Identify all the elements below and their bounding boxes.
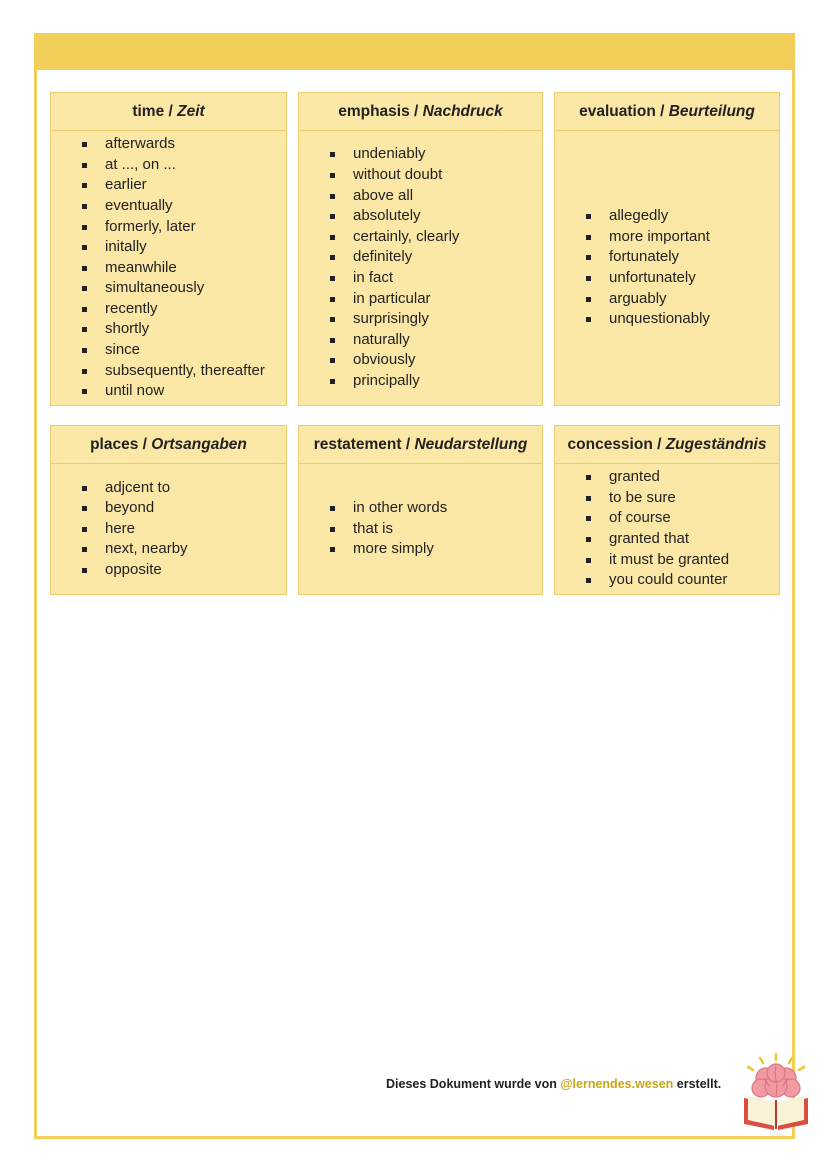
title-separator: / xyxy=(409,102,423,120)
list-item: simultaneously xyxy=(81,278,286,299)
term-list xyxy=(51,478,286,581)
category-box-concession xyxy=(554,425,780,595)
title-de: Nachdruck xyxy=(422,102,503,120)
category-box-emphasis xyxy=(298,92,543,406)
list-item: shortly xyxy=(81,319,286,340)
list-item: it must be granted xyxy=(585,550,779,571)
title-de: Zeit xyxy=(177,102,205,120)
list-item: eventually xyxy=(81,196,286,217)
list-item: principally xyxy=(329,371,542,392)
term-list xyxy=(51,134,286,402)
list-item: definitely xyxy=(329,247,542,268)
brain-book-icon xyxy=(736,1052,816,1134)
list-item: allegedly xyxy=(585,206,779,227)
title-separator: / xyxy=(655,102,669,120)
title-en: emphasis xyxy=(338,102,410,120)
list-item: you could counter xyxy=(585,570,779,591)
list-item: opposite xyxy=(81,560,286,581)
header-band xyxy=(37,36,792,70)
list-item: granted xyxy=(585,467,779,488)
title-separator: / xyxy=(164,102,178,120)
list-item: in fact xyxy=(329,268,542,289)
list-item: that is xyxy=(329,519,542,540)
category-title xyxy=(555,426,779,464)
footer-suffix: erstellt. xyxy=(673,1077,722,1091)
title-en: restatement xyxy=(313,435,402,453)
title-en: concession xyxy=(567,435,653,453)
list-item: initally xyxy=(81,237,286,258)
list-item: more simply xyxy=(329,539,542,560)
list-item: absolutely xyxy=(329,206,542,227)
list-item: unfortunately xyxy=(585,268,779,289)
term-list xyxy=(299,498,542,560)
category-box-time xyxy=(50,92,287,406)
list-item: fortunately xyxy=(585,247,779,268)
title-separator: / xyxy=(401,435,415,453)
list-item: subsequently, thereafter xyxy=(81,361,286,382)
category-title xyxy=(299,426,542,464)
category-box-evaluation xyxy=(554,92,780,406)
category-title xyxy=(51,93,286,131)
term-list xyxy=(555,206,779,330)
list-item: adjcent to xyxy=(81,478,286,499)
list-item: without doubt xyxy=(329,165,542,186)
title-de: Neudarstellung xyxy=(414,435,528,453)
list-item: in particular xyxy=(329,289,542,310)
list-item: earlier xyxy=(81,175,286,196)
list-item: to be sure xyxy=(585,488,779,509)
list-item: recently xyxy=(81,299,286,320)
list-item: here xyxy=(81,519,286,540)
category-title xyxy=(299,93,542,131)
list-item: naturally xyxy=(329,330,542,351)
title-separator: / xyxy=(138,435,152,453)
list-item: in other words xyxy=(329,498,542,519)
list-item: of course xyxy=(585,508,779,529)
list-item: meanwhile xyxy=(81,258,286,279)
list-item: granted that xyxy=(585,529,779,550)
list-item: certainly, clearly xyxy=(329,227,542,248)
list-item: formerly, later xyxy=(81,217,286,238)
footer-credit xyxy=(386,1077,721,1091)
list-item: until now xyxy=(81,381,286,402)
category-title xyxy=(51,426,286,464)
title-en: places xyxy=(90,435,139,453)
footer-prefix: Dieses Dokument wurde von xyxy=(386,1077,561,1091)
list-item: surprisingly xyxy=(329,309,542,330)
title-de: Ortsangaben xyxy=(151,435,247,453)
list-item: beyond xyxy=(81,498,286,519)
list-item: since xyxy=(81,340,286,361)
term-list xyxy=(555,467,779,591)
list-item: afterwards xyxy=(81,134,286,155)
list-item: unquestionably xyxy=(585,309,779,330)
title-en: time xyxy=(132,102,165,120)
list-item: obviously xyxy=(329,350,542,371)
title-separator: / xyxy=(652,435,666,453)
list-item: at ..., on ... xyxy=(81,155,286,176)
list-item: next, nearby xyxy=(81,539,286,560)
term-list xyxy=(299,144,542,391)
category-box-restatement xyxy=(298,425,543,595)
list-item: more important xyxy=(585,227,779,248)
list-item: undeniably xyxy=(329,144,542,165)
author-handle[interactable]: @lernendes.wesen xyxy=(560,1077,674,1091)
category-box-places xyxy=(50,425,287,595)
title-en: evaluation xyxy=(579,102,656,120)
list-item: arguably xyxy=(585,289,779,310)
category-title xyxy=(555,93,779,131)
list-item: above all xyxy=(329,186,542,207)
title-de: Zugeständnis xyxy=(665,435,767,453)
title-de: Beurteilung xyxy=(668,102,755,120)
